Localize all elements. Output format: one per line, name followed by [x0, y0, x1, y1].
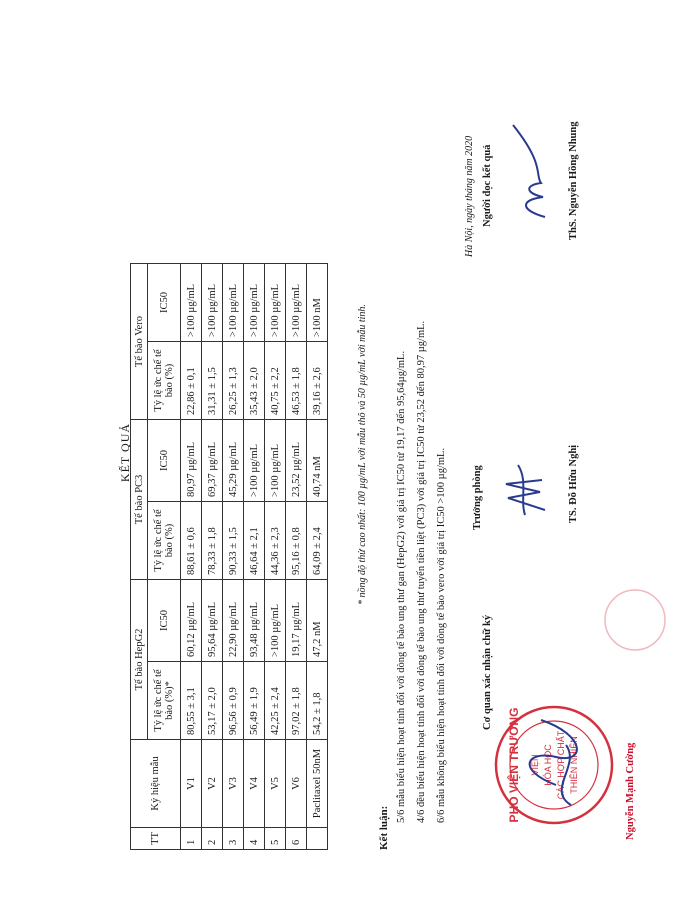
- stamp-line: CÁC HỢP CHẤT: [556, 730, 566, 800]
- cell-hepg2-ic50: 60,12 µg/mL: [181, 580, 202, 662]
- cell-pc3-rate: 44,36 ± 2,3: [265, 502, 286, 580]
- header-hepg2-ic50: IC50: [148, 580, 181, 662]
- cell-pc3-ic50: 69,37 µg/mL: [202, 420, 223, 502]
- left-signer-name: Nguyễn Mạnh Cường: [625, 742, 636, 840]
- cell-tt: 5: [265, 828, 286, 850]
- conclusion-line: 6/6 mẫu không biểu hiện hoạt tính đối với dòng tế bào vero với giá trị IC50 >100 µg/mL.: [436, 447, 447, 823]
- cell-pc3-ic50: 80,97 µg/mL: [181, 420, 202, 502]
- date-line: Hà Nội, ngày tháng năm 2020: [464, 135, 475, 257]
- cell-hepg2-ic50: 47,2 nM: [307, 580, 328, 662]
- header-hepg2-rate: Tỷ lệ ức chế tế bào (%)*: [148, 662, 181, 740]
- cell-vero-rate: 31,31 ± 1,5: [202, 342, 223, 420]
- cell-hepg2-rate: 80,55 ± 3,1: [181, 662, 202, 740]
- page-title: KẾT QUẢ: [118, 422, 132, 483]
- cell-hepg2-rate: 97,02 ± 1,8: [286, 662, 307, 740]
- cell-sample: Paclitaxel 50nM: [307, 740, 328, 828]
- cell-vero-ic50: >100 µg/mL: [286, 264, 307, 342]
- cell-pc3-rate: 90,33 ± 1,5: [223, 502, 244, 580]
- stamp-line: THIÊN NHIÊN: [569, 736, 579, 794]
- cell-sample: V3: [223, 740, 244, 828]
- right-signer-name: ThS. Nguyễn Hồng Nhung: [568, 121, 579, 240]
- footnote: * nồng độ thử cao nhất: 100 µg/mL với mẫu thô và 50 µg/mL với mẫu tinh.: [357, 304, 368, 605]
- mid-signer-name: TS. Đỗ Hữu Nghị: [568, 444, 579, 523]
- cell-pc3-ic50: 23,52 µg/mL: [286, 420, 307, 502]
- header-vero: Tế bào Vero: [131, 264, 148, 420]
- cell-hepg2-rate: 56,49 ± 1,9: [244, 662, 265, 740]
- conclusion-line: 4/6 đều biểu hiện hoạt tính đối với dòng tế bào ung thư tuyến tiền liệt (PC3) với giá trị IC50 từ 23,52 đến 80,97 µg/mL.: [416, 320, 427, 823]
- cell-hepg2-ic50: 93,48 µg/mL: [244, 580, 265, 662]
- cell-sample: V1: [181, 740, 202, 828]
- cell-hepg2-ic50: >100 µg/mL: [265, 580, 286, 662]
- cell-pc3-rate: 46,64 ± 2,1: [244, 502, 265, 580]
- cell-hepg2-rate: 54,2 ± 1,8: [307, 662, 328, 740]
- header-hepg2: Tế bào HepG2: [131, 580, 148, 740]
- header-pc3: Tế bào PC3: [131, 420, 148, 580]
- header-sample: Ký hiệu mẫu: [131, 740, 181, 828]
- cell-pc3-ic50: 40,74 nM: [307, 420, 328, 502]
- cell-hepg2-ic50: 19,17 µg/mL: [286, 580, 307, 662]
- cell-pc3-ic50: >100 µg/mL: [244, 420, 265, 502]
- cell-pc3-rate: 95,16 ± 0,8: [286, 502, 307, 580]
- cell-sample: V4: [244, 740, 265, 828]
- cell-pc3-ic50: >100 µg/mL: [265, 420, 286, 502]
- table-row: [307, 264, 328, 850]
- cell-pc3-ic50: 45,29 µg/mL: [223, 420, 244, 502]
- cell-vero-rate: 22,86 ± 0,1: [181, 342, 202, 420]
- cell-pc3-rate: 78,33 ± 1,8: [202, 502, 223, 580]
- right-signature-title: Người đọc kết quả: [482, 144, 493, 227]
- cell-vero-rate: 26,25 ± 1,3: [223, 342, 244, 420]
- table-row: [244, 264, 265, 850]
- conclusion-heading: Kết luận:: [378, 805, 390, 850]
- cell-vero-ic50: >100 µg/mL: [202, 264, 223, 342]
- faint-stamp-mark: [600, 585, 670, 655]
- stamp-title: PHÓ VIỆN TRƯỞNG: [507, 707, 521, 823]
- stamp-line: VIỆN: [530, 754, 540, 776]
- cell-sample: V5: [265, 740, 286, 828]
- cell-tt: 2: [202, 828, 223, 850]
- cell-sample: V2: [202, 740, 223, 828]
- cell-vero-rate: 46,53 ± 1,8: [286, 342, 307, 420]
- table-row: [265, 264, 286, 850]
- cell-tt: [307, 828, 328, 850]
- cell-vero-rate: 35,43 ± 2,0: [244, 342, 265, 420]
- cell-tt: 4: [244, 828, 265, 850]
- cell-tt: 3: [223, 828, 244, 850]
- table-body: [181, 264, 328, 850]
- results-table: [130, 263, 328, 850]
- cell-vero-ic50: >100 µg/mL: [181, 264, 202, 342]
- mid-signature-title: Trưởng phòng: [472, 465, 483, 530]
- table-header-row: [131, 264, 148, 850]
- cell-pc3-rate: 64,09 ± 2,4: [307, 502, 328, 580]
- header-pc3-rate: Tỷ lệ ức chế tế bào (%): [148, 502, 181, 580]
- cell-vero-ic50: >100 µg/mL: [244, 264, 265, 342]
- cell-vero-rate: 39,16 ± 2,6: [307, 342, 328, 420]
- cell-hepg2-rate: 53,17 ± 2,0: [202, 662, 223, 740]
- table-row: [181, 264, 202, 850]
- mid-signature: [500, 460, 555, 520]
- table-row: [223, 264, 244, 850]
- header-pc3-ic50: IC50: [148, 420, 181, 502]
- conclusion-line: 5/6 mẫu biểu hiện hoạt tính đối với dòng tế bào ung thư gan (HepG2) với giá trị IC50 từ 19,17 đến 95,64µg/mL.: [396, 350, 407, 823]
- cell-vero-ic50: >100 µg/mL: [223, 264, 244, 342]
- cell-hepg2-ic50: 95,64 µg/mL: [202, 580, 223, 662]
- header-vero-ic50: IC50: [148, 264, 181, 342]
- official-stamp: [486, 685, 616, 845]
- cell-sample: V6: [286, 740, 307, 828]
- cell-vero-rate: 40,75 ± 2,2: [265, 342, 286, 420]
- cell-hepg2-ic50: 22,90 µg/mL: [223, 580, 244, 662]
- table-row: [202, 264, 223, 850]
- cell-vero-ic50: >100 µg/mL: [265, 264, 286, 342]
- header-tt: TT: [131, 828, 181, 850]
- cell-tt: 6: [286, 828, 307, 850]
- cell-pc3-rate: 88,61 ± 0,6: [181, 502, 202, 580]
- header-vero-rate: Tỷ lệ ức chế tế bào (%): [148, 342, 181, 420]
- cell-tt: 1: [181, 828, 202, 850]
- table-row: [286, 264, 307, 850]
- stamp-line: HÓA HỌC: [543, 744, 553, 786]
- cell-hepg2-rate: 96,56 ± 0,9: [223, 662, 244, 740]
- cell-vero-ic50: >100 nM: [307, 264, 328, 342]
- cell-hepg2-rate: 42,25 ± 2,4: [265, 662, 286, 740]
- left-signature-title: Cơ quan xác nhận chữ ký: [482, 614, 493, 730]
- right-signature: [505, 115, 560, 225]
